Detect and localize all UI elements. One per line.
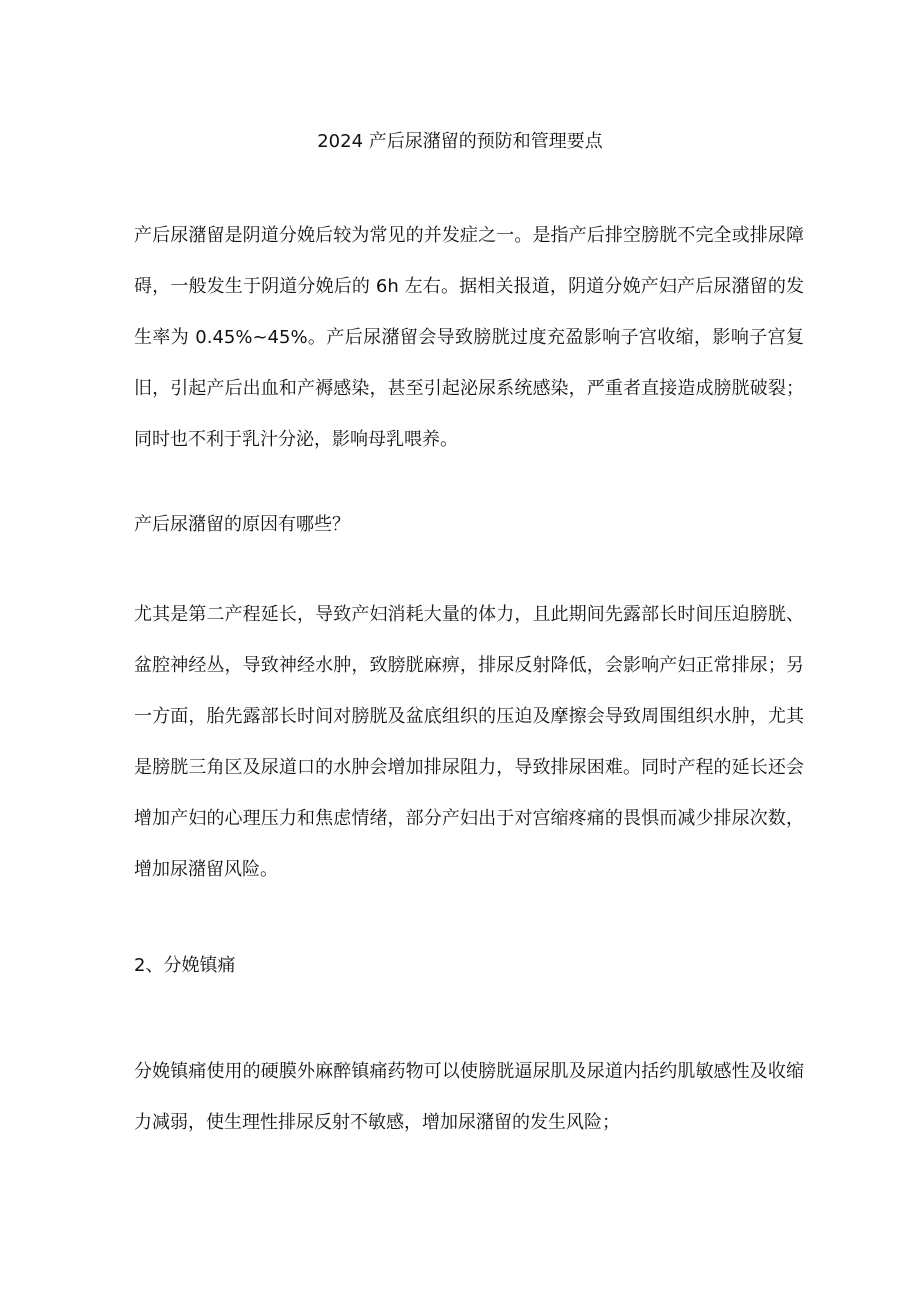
- section-2-heading: 2、分娩镇痛: [134, 955, 236, 976]
- section-2-paragraph: 分娩镇痛使用的硬膜外麻醉镇痛药物可以使膀胱逼尿肌及尿道内括约肌敏感性及收缩力减弱，使生理性排尿反射不敏感，增加尿潴留的发生风险；: [134, 1061, 804, 1133]
- causes-paragraph: 尤其是第二产程延长，导致产妇消耗大量的体力，且此期间先露部长时间压迫膀胱、盆腔神经丛，导致神经水肿，致膀胱麻痹，排尿反射降低，会影响产妇正常排尿；另一方面，胎先露部长时间对膀胱及盆底组织的压迫及摩擦会导致周围组织水肿，尤其是膀胱三角区及尿道口的水肿会增加排尿阻力，导致排尿困难。同时产程的延长还会增加产妇的心理压力和焦虑情绪，部分产妇出于对宫缩疼痛的畏惧而减少排尿次数，增加尿潴留风险。: [134, 604, 804, 880]
- causes-question-heading: 产后尿潴留的原因有哪些？: [134, 514, 350, 535]
- document-title: 2024 产后尿潴留的预防和管理要点: [317, 131, 603, 152]
- intro-paragraph: 产后尿潴留是阴道分娩后较为常见的并发症之一。是指产后排空膀胱不完全或排尿障碍，一般发生于阴道分娩后的 6h 左右。据相关报道，阴道分娩产妇产后尿潴留的发生率为 0.45%~45%。产后尿潴留会导致膀胱过度充盈影响子宫收缩，影响子宫复旧，引起产后出血和产褥感染，甚至引起泌尿系统感染，严重者直接造成膀胱破裂；同时也不利于乳汁分泌，影响母乳喂养。: [134, 225, 804, 450]
